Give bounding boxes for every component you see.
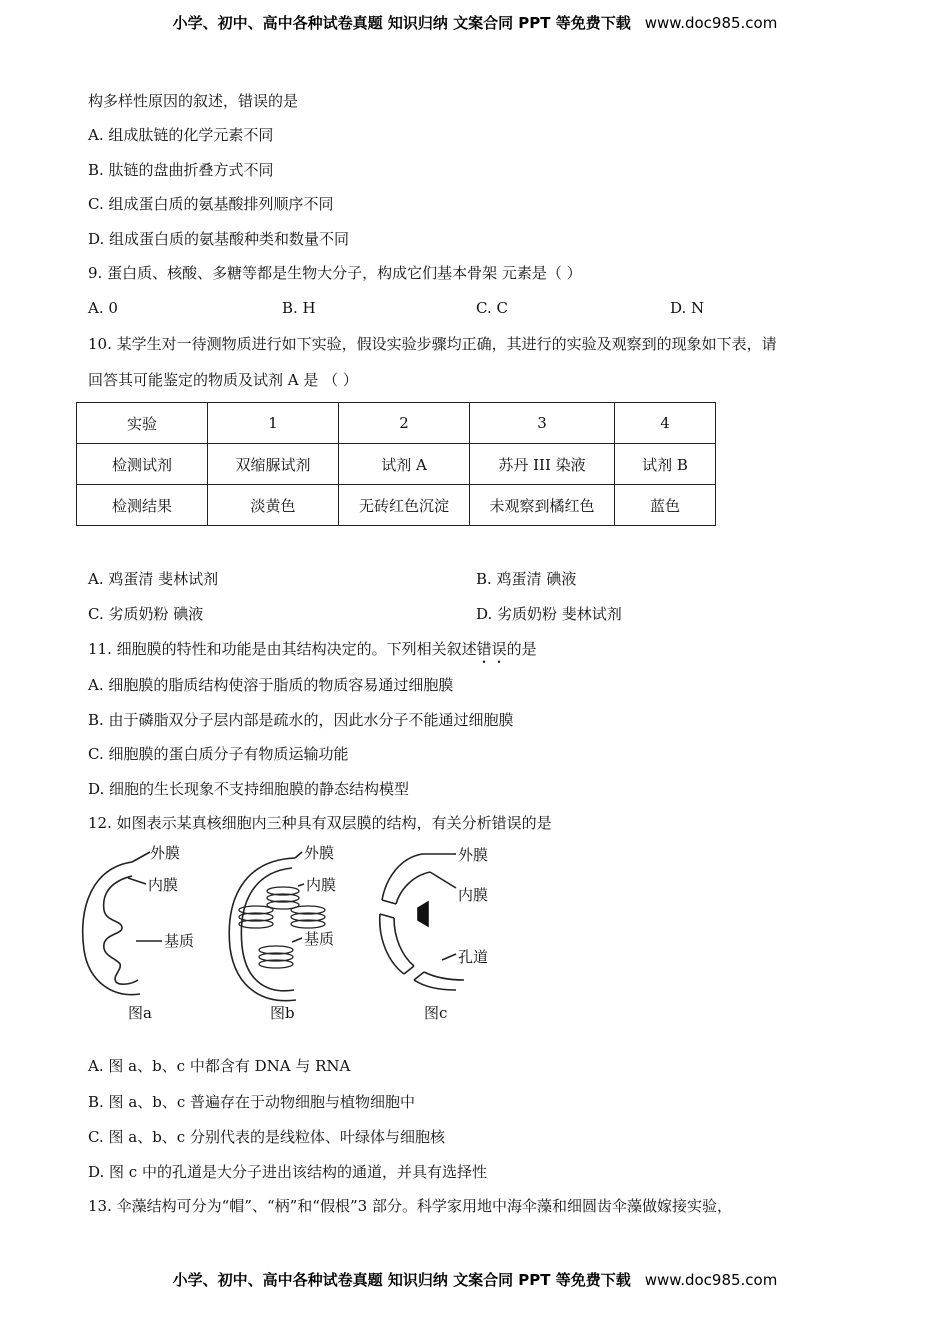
thylakoid-stacks [239, 887, 325, 968]
fig-c-outer-label: 外膜 [458, 846, 489, 864]
q12-option-b: B. 图 a、b、c 普遍存在于动物细胞与植物细胞中 [88, 1093, 416, 1111]
q11-stem [88, 639, 537, 667]
nuclear-inner-membrane [424, 972, 464, 980]
q12-option-c: C. 图 a、b、c 分别代表的是线粒体、叶绿体与细胞核 [88, 1128, 445, 1146]
q12-option-d: D. 图 c 中的孔道是大分子进出该结构的通道，并具有选择性 [88, 1163, 487, 1181]
fig-b-matrix-label: 基质 [304, 930, 335, 948]
q12-stem: 12. 如图表示某真核细胞内三种具有双层膜的结构，有关分析错误的是 [88, 814, 552, 832]
table-cell: 试剂 B [615, 444, 716, 485]
table-cell: 蓝色 [615, 485, 716, 526]
q11-option-b: B. 由于磷脂双分子层内部是疏水的，因此水分子不能通过细胞膜 [88, 711, 514, 729]
table-cell: 1 [208, 403, 339, 444]
q10-option-a: A. 鸡蛋清 斐林试剂 [88, 570, 219, 588]
nuclear-inner-membrane [394, 918, 414, 966]
q13-stem: 13. 伞藻结构可分为“帽”、“柄”和“假根”3 部分。科学家用地中海伞藻和细圆齿伞藻做嫁接实验， [88, 1197, 732, 1215]
fig-b-caption: 图b [270, 1004, 295, 1022]
nuclear-outer-membrane [380, 914, 404, 974]
q8-option-a: A. 组成肽链的化学元素不同 [88, 126, 274, 144]
q10-stem-line2: 回答其可能鉴定的物质及试剂 A 是 （ ） [88, 371, 358, 389]
leader-line [132, 852, 150, 862]
footer-slogan: 小学、初中、高中各种试卷真题 知识归纳 文案合同 PPT 等免费下载 [172, 1271, 631, 1289]
table-row [77, 403, 716, 444]
leader-line [430, 872, 456, 888]
leader-line [298, 884, 304, 886]
q11-option-a: A. 细胞膜的脂质结构使溶于脂质的物质容易通过细胞膜 [88, 676, 454, 694]
q8-option-d: D. 组成蛋白质的氨基酸种类和数量不同 [88, 230, 350, 248]
organelle-figure [70, 838, 510, 1033]
footer-url[interactable]: www.doc985.com [644, 1271, 778, 1289]
table-cell: 未观察到橘红色 [470, 485, 615, 526]
leader-line [292, 938, 302, 942]
table-cell: 双缩脲试剂 [208, 444, 339, 485]
table-cell: 检测试剂 [77, 444, 208, 485]
leader-line [442, 954, 456, 960]
q11-stem-text: 11. 细胞膜的特性和功能是由其结构决定的。下列相关叙述 [88, 640, 477, 658]
fig-b-inner-label: 内膜 [306, 876, 337, 894]
table-row [77, 444, 716, 485]
table-cell: 试剂 A [339, 444, 470, 485]
figure-a-mitochondrion [83, 844, 194, 1022]
table-cell: 无砖红色沉淀 [339, 485, 470, 526]
header-url[interactable]: www.doc985.com [644, 14, 778, 32]
leader-line [295, 852, 302, 858]
fig-c-pore-label: 孔道 [458, 948, 489, 966]
mito-outer-membrane [83, 862, 140, 995]
leader-line [128, 878, 146, 884]
q10-stem-line1: 10. 某学生对一待测物质进行如下实验，假设实验步骤均正确，其进行的实验及观察到的现象如下表，请 [88, 335, 777, 353]
q9-option-d: D. N [670, 299, 705, 317]
fig-a-outer-label: 外膜 [150, 844, 181, 862]
q11-option-c: C. 细胞膜的蛋白质分子有物质运输功能 [88, 745, 349, 763]
q8-option-b: B. 肽链的盘曲折叠方式不同 [88, 161, 274, 179]
header-slogan: 小学、初中、高中各种试卷真题 知识归纳 文案合同 PPT 等免费下载 [172, 14, 631, 32]
q9-option-b: B. H [282, 299, 316, 317]
q8-stem-continuation: 构多样性原因的叙述，错误的是 [88, 92, 299, 110]
q10-option-b: B. 鸡蛋清 碘液 [476, 570, 577, 588]
fig-c-caption: 图c [424, 1004, 448, 1022]
q8-option-c: C. 组成蛋白质的氨基酸排列顺序不同 [88, 195, 334, 213]
page-header [0, 12, 950, 33]
nuclear-pore-complex-icon [418, 902, 428, 926]
q11-option-d: D. 细胞的生长现象不支持细胞膜的静态结构模型 [88, 780, 410, 798]
nuclear-inner-membrane [396, 872, 430, 904]
table-cell: 检测结果 [77, 485, 208, 526]
q9-stem: 9. 蛋白质、核酸、多糖等都是生物大分子，构成它们基本骨架 元素是（ ） [88, 264, 582, 282]
fig-c-inner-label: 内膜 [458, 886, 489, 904]
q12-option-a: A. 图 a、b、c 中都含有 DNA 与 RNA [88, 1057, 351, 1075]
table-cell: 3 [470, 403, 615, 444]
nuclear-outer-membrane [414, 980, 456, 990]
mito-inner-membrane [104, 876, 138, 984]
figure-c-nucleus [380, 846, 488, 1022]
fig-a-caption: 图a [128, 1004, 152, 1022]
table-row [77, 485, 716, 526]
fig-a-matrix-label: 基质 [164, 932, 195, 950]
q11-emphasis: 错误 [476, 640, 507, 658]
table-cell: 苏丹 III 染液 [470, 444, 615, 485]
fig-a-inner-label: 内膜 [148, 876, 179, 894]
table-cell: 4 [615, 403, 716, 444]
table-cell: 2 [339, 403, 470, 444]
page-footer [0, 1269, 950, 1290]
experiment-table [76, 402, 716, 526]
q11-stem-tail: 的是 [506, 640, 537, 658]
q10-option-d: D. 劣质奶粉 斐林试剂 [476, 605, 622, 623]
figure-b-chloroplast [229, 844, 336, 1022]
table-cell: 实验 [77, 403, 208, 444]
fig-b-outer-label: 外膜 [304, 844, 335, 862]
table-cell: 淡黄色 [208, 485, 339, 526]
q9-option-a: A. 0 [88, 299, 118, 317]
q9-option-c: C. C [476, 299, 508, 317]
q10-option-c: C. 劣质奶粉 碘液 [88, 605, 204, 623]
